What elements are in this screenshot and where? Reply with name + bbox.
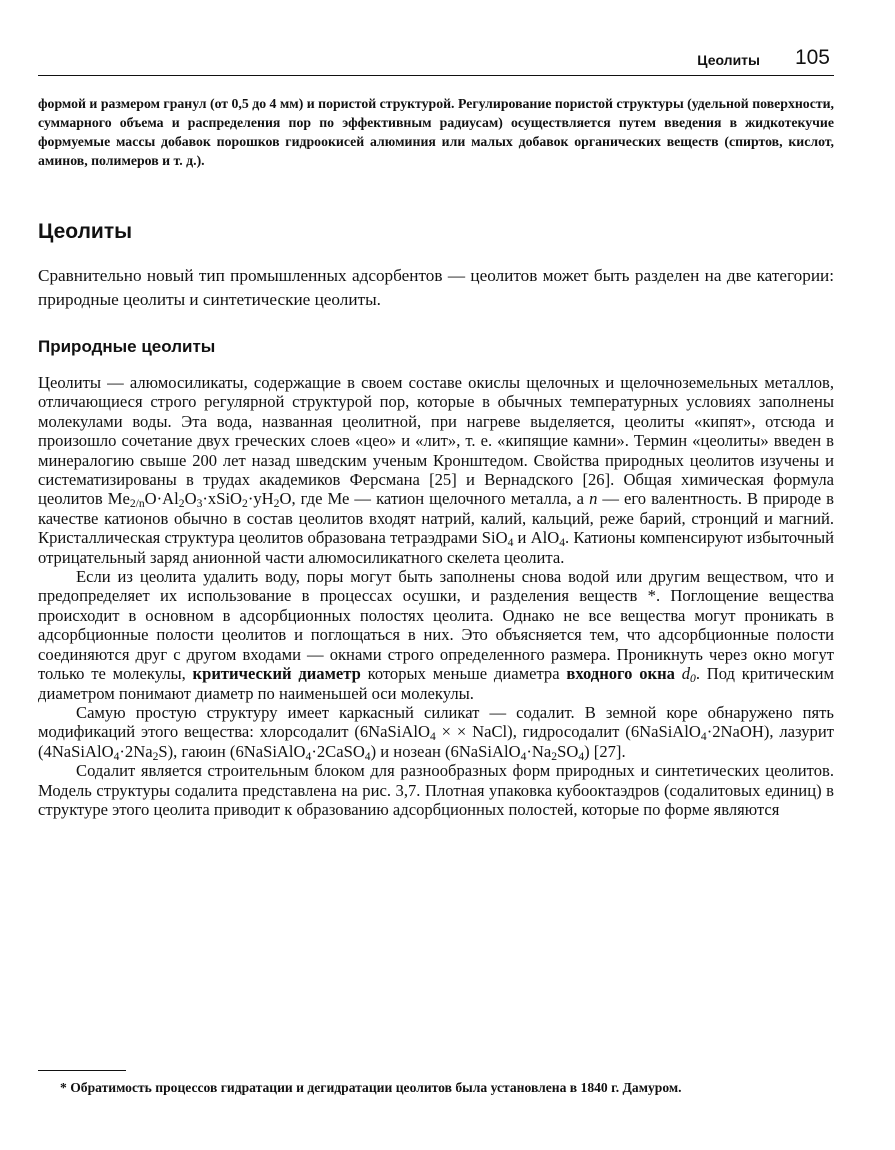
section-intro: Сравнительно новый тип промышленных адсорбентов — цеолитов может быть разделен на две категории: природные цеолиты и синтетические цеолиты. [38, 266, 834, 309]
alo4-formula: AlO$_4$ [530, 528, 565, 550]
footnote-rule [38, 1070, 126, 1071]
p2-text-a: Если из цеолита удалить воду, поры могут быть заполнены снова водой или другим веществом, что и предопределяет их использование в процессах осушки, и разделения веществ *. Поглощение вещества происходит в основном в адсорбционных полостях цеолита. Однако не все вещества могут проникать в адсорбционные полости цеолитов и поглощаться в них. Это объясняется тем, что адсорбционные полости соединяются друг с другом входами — окнами строго определенного размера. Проникнуть через окно могут только те молекулы, [38, 567, 834, 684]
p2-text-b: которых меньше диаметра [360, 664, 567, 684]
continued-paragraph: формой и размером гранул (от 0,5 до 4 мм) и пористой структурой. Регулирование пористой структуры (удельной поверхности, суммарного объема и распределения пор по эффективным радиусам) осуществляется путем введения в жидкотекучие формуемые массы добавок порошков гидроокисей алюминия или малых добавок органических веществ (спиртов, кислот, аминов, полимеров и т. д.). [38, 96, 834, 168]
paragraph-3: Самую простую структуру имеет каркасный силикат — содалит. В земной коре обнаружено пять модификаций этого вещества: хлорсодалит (6NaSiAlO$_4$ × × NaCl), гидросодалит (6NaSiAlO$_4$·2NaOH), лазурит $(4NaSiAlO_4\cdot 2Na_2S)$, гаюин (6NaSiAlO$_4$·2CaSO$_4$) и нозеан $(6NaSiAlO_4\cdot Na_2SO_4)$ [27]. [38, 702, 834, 763]
paragraph-2 [38, 567, 834, 703]
footnote: * Обратимость процессов гидратации и дегидратации цеолитов была установлена в 1840 г. Дамуром. [60, 1080, 682, 1095]
sio4-formula: SiO$_4$ [481, 528, 514, 550]
header-rule [38, 75, 834, 76]
term-entry-window: входного окна [566, 664, 675, 684]
valence-variable: n [589, 489, 598, 509]
subsection-heading: Природные цеолиты [38, 337, 216, 356]
paragraph-1 [38, 373, 834, 567]
p1-text-a: Цеолиты — алюмосиликаты, содержащие в своем составе окислы щелочных и щелочноземельных металлов, отличающиеся строго регулярной структурой пор, которые в обычных температурных условиях заполнены молекулами воды. Эта вода, названная цеолитной, при нагреве выделяется, цеолиты «кипят», отсюда и произошло сочетание двух греческих слоев «цео» и «лит», т. е. «кипящие камни». Термин «цеолиты» введен в минералогию свыше 200 лет назад шведским ученым Кронштедом. Свойства природных цеолитов изучены и систематизированы в трудах академиков Ферсмана [25] и Вернадского [26]. Общая химическая формула цеолитов [38, 373, 834, 509]
page-number: 105 [794, 46, 830, 69]
body-text [38, 373, 834, 819]
paragraph-4: Содалит является строительным блоком для разнообразных форм природных и синтетических цеолитов. Модель структуры содалита представлена на рис. 3,7. Плотная упаковка кубооктаэдров (содалитовых единиц) в структуре этого цеолита приводит к образованию адсорбционных полостей, которые по форме являются [38, 761, 834, 819]
running-header-title: Цеолиты [697, 52, 760, 68]
general-formula: $Me_{2/n}O\cdot Al_2O_3\cdot xSiO_2\cdot yH_2O$ [107, 489, 292, 511]
section-heading: Цеолиты [38, 220, 133, 243]
p1-text-b: , где Ме — катион щелочного металла, а [291, 489, 590, 509]
term-critical-diameter: критический диаметр [192, 664, 361, 684]
p1-text-d: . Катионы компенсируют избыточный отрицательный заряд анионной части алюмосиликатного скелета цеолита. [38, 528, 834, 567]
window-diameter-symbol: $d_0$ [681, 664, 696, 685]
p2-text-c: . Под критическим диаметром понимают диаметр по наименьшей оси молекулы. [38, 664, 835, 703]
p1-and: и [513, 528, 531, 548]
p1-text-c: — его валентность. В природе в качестве катионов обычно в состав цеолитов входят натрий, калий, кальций, реже барий, стронций и магний. Кристаллическая структура цеолитов образована тетраэдрами [38, 489, 834, 548]
running-header [38, 46, 832, 74]
